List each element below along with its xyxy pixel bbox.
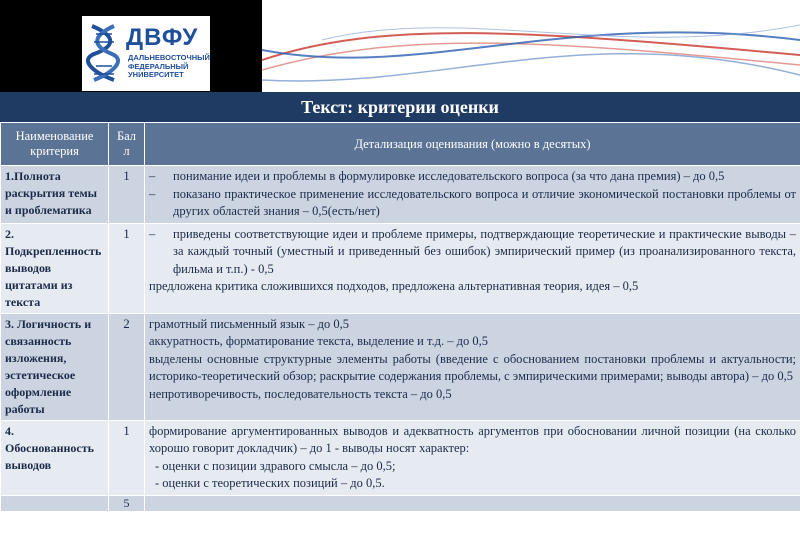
dash-item: – понимание идеи и проблемы в формулировке исследовательского вопроса (за что дана премия) – до 0,5: [149, 169, 725, 183]
criteria-table: [0, 122, 800, 512]
detail-line: аккуратность, форматирование текста, выделение и т.д. – до 0,5: [149, 334, 488, 348]
criterion-score: 1: [109, 420, 145, 495]
logo-name: ДВФУ: [126, 24, 199, 51]
detail-line: непротиворечивость, последовательность текста – до 0,5: [149, 386, 452, 401]
page-title: Текст: критерии оценки: [0, 92, 800, 122]
detail-line: грамотный письменный язык – до 0,5: [149, 316, 349, 331]
criterion-detail: [145, 420, 800, 495]
criterion-detail: [145, 313, 800, 420]
table-row: [1, 223, 800, 313]
dash-item: – показано практическое применение исследовательского вопроса и отличие экономической постановки проблемы от других областей знания – 0,5(есть/нет): [149, 186, 796, 218]
table-header-row: [1, 123, 800, 166]
detail-line: предложена критика сложившихся подходов, предложена альтернативная теория, идея – 0,5: [149, 279, 639, 293]
header-criterion-name: Наименование критерия: [1, 123, 109, 166]
decorative-swoosh-lines: [262, 0, 800, 93]
dna-emblem-icon: [86, 22, 122, 84]
header-detail: Детализация оценивания (можно в десятых): [145, 123, 800, 166]
total-empty-cell: [1, 495, 109, 511]
table-row: [1, 420, 800, 495]
header-score: Бал л: [109, 123, 145, 166]
total-detail-cell: [145, 495, 800, 511]
university-logo: [82, 16, 210, 91]
table-row: [1, 166, 800, 224]
criterion-score: 2: [109, 313, 145, 420]
table-row: [1, 313, 800, 420]
criterion-name: 2. Подкрепленность выводов цитатами из текста: [1, 223, 109, 313]
logo-subtitle: ДАЛЬНЕВОСТОЧНЫЙ ФЕДЕРАЛЬНЫЙ УНИВЕРСИТЕТ: [128, 53, 210, 79]
total-score: 5: [109, 495, 145, 511]
sub-item: - оценки с теоретических позиций – до 0,5.: [155, 476, 385, 490]
criterion-name: 3. Логичность и связанность изложения, эстетическое оформление работы: [1, 313, 109, 420]
criterion-detail: [145, 166, 800, 224]
detail-line: выделены основные структурные элементы работы (введение с обоснованием постановки проблемы и актуальности; историко-теоретический обзор; раскрытие содержания проблемы, с эмпирическими примерами; выводы автора) – до 0,5: [149, 351, 796, 383]
criterion-name: 4. Обоснованность выводов: [1, 420, 109, 495]
criterion-detail: [145, 223, 800, 313]
criterion-name: 1.Полнота раскрытия темы и проблематика: [1, 166, 109, 224]
sub-item: - оценки с позиции здравого смысла – до 0,5;: [155, 458, 396, 473]
criterion-score: 1: [109, 166, 145, 224]
dash-item: – приведены соответствующие идеи и проблеме примеры, подтверждающие теоретические и практические выводы – за каждый точный (уместный и приведенный без ошибок) эмпирический пример (из проанализированного текста, фильма и т.п.) - 0,5: [149, 226, 796, 276]
criterion-score: 1: [109, 223, 145, 313]
detail-line: формирование аргументированных выводов и адекватность аргументов при обосновании личной позиции (на сколько хорошо говорит докладчик) – до 1 - выводы носят характер:: [149, 423, 796, 455]
total-row: [1, 495, 800, 511]
